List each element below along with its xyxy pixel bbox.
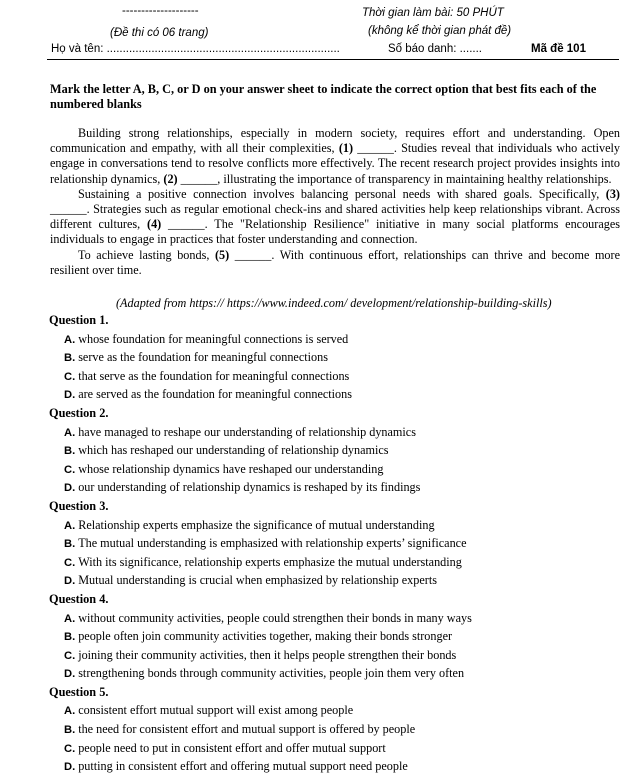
option-text: serve as the foundation for meaningful connections — [78, 350, 328, 365]
option-letter: C. — [64, 463, 76, 476]
option-b[interactable] — [49, 720, 619, 739]
option-d[interactable] — [49, 385, 619, 404]
option-text: The mutual understanding is emphasized with relationship experts’ significance — [78, 536, 467, 551]
option-a[interactable] — [49, 516, 619, 535]
option-letter: A. — [64, 519, 76, 532]
option-letter: A. — [64, 426, 76, 439]
blank-3: (3) — [605, 186, 620, 201]
option-letter: D. — [64, 482, 76, 495]
option-text: Relationship experts emphasize the significance of mutual understanding — [78, 517, 435, 532]
option-d[interactable] — [49, 757, 619, 776]
option-text: that serve as the foundation for meaningful connections — [78, 368, 350, 383]
option-a[interactable] — [49, 423, 619, 442]
option-letter: D. — [64, 761, 76, 774]
passage-text: ______. The "Relationship Resilience" initiative in many social platforms encourages individuals to engage in practices that foster understanding and connection. — [50, 217, 620, 247]
passage-text: Building strong relationships, especially in modern society, requires effort and understanding. Open communication and empathy, with all their complexities, — [50, 126, 620, 156]
question-5 — [49, 683, 619, 776]
passage-text: ______. With continuous effort, relationships can thrive and become more resilient over time. — [50, 247, 620, 277]
option-letter: A. — [64, 333, 76, 346]
passage-paragraph-2 — [50, 187, 620, 248]
option-letter: B. — [64, 724, 76, 737]
candidate-number-line: Số báo danh: ....... — [388, 43, 482, 55]
option-text: without community activities, people could strengthen their bonds in many ways — [78, 610, 472, 625]
question-title: Question 5. — [49, 684, 109, 699]
option-letter: B. — [64, 352, 76, 365]
passage-paragraph-3 — [50, 248, 620, 278]
option-c[interactable] — [49, 739, 619, 758]
blank-4: (4) — [147, 217, 162, 232]
question-4 — [49, 590, 619, 683]
option-a[interactable] — [49, 330, 619, 349]
exam-time: Thời gian làm bài: 50 PHÚT — [362, 7, 504, 19]
option-text: have managed to reshape our understanding of relationship dynamics — [78, 424, 416, 439]
option-text: whose foundation for meaningful connections is served — [78, 331, 349, 346]
option-text: people need to put in consistent effort and offer mutual support — [78, 740, 386, 755]
option-text: strengthening bonds through community activities, people join them very often — [78, 666, 465, 681]
option-letter: A. — [64, 612, 76, 625]
passage-text: ______, illustrating the importance of transparency in maintaining healthy relationships. — [177, 171, 612, 186]
question-2 — [49, 404, 619, 497]
option-d[interactable] — [49, 664, 619, 683]
candidate-name-line: Họ và tên: ......................................................................... — [51, 43, 340, 55]
reading-passage — [50, 126, 620, 278]
option-text: whose relationship dynamics have reshaped our understanding — [78, 461, 384, 476]
option-text: which has reshaped our understanding of relationship dynamics — [78, 443, 389, 458]
option-a[interactable] — [49, 609, 619, 628]
option-c[interactable] — [49, 367, 619, 386]
passage-text: Sustaining a positive connection involves balancing personal needs with shared goals. Specifically, — [78, 186, 606, 201]
passage-text: ______. Strategies such as regular emotional check-ins and shared activities help keep relationships vibrant. Across different cultures, — [50, 202, 620, 232]
question-1 — [49, 311, 619, 404]
option-text: With its significance, relationship experts emphasize the mutual understanding — [78, 554, 462, 569]
question-title: Question 3. — [49, 498, 109, 513]
option-b[interactable] — [49, 534, 619, 553]
option-letter: C. — [64, 370, 76, 383]
blank-1: (1) — [338, 141, 354, 156]
option-letter: B. — [64, 631, 76, 644]
option-text: the need for consistent effort and mutual support is offered by people — [78, 722, 416, 737]
passage-paragraph-1 — [50, 126, 620, 187]
option-letter: D. — [64, 389, 76, 402]
question-list — [49, 311, 619, 776]
option-text: our understanding of relationship dynamics is reshaped by its findings — [78, 480, 421, 495]
option-d[interactable] — [49, 478, 619, 497]
question-3 — [49, 497, 619, 590]
header-divider — [47, 59, 619, 60]
option-b[interactable] — [49, 627, 619, 646]
option-letter: D. — [64, 668, 76, 681]
option-text: Mutual understanding is crucial when emphasized by relationship experts — [78, 573, 437, 588]
passage-text: To achieve lasting bonds, — [78, 247, 215, 262]
exam-code: Mã đề 101 — [531, 43, 586, 55]
option-c[interactable] — [49, 553, 619, 572]
option-a[interactable] — [49, 701, 619, 720]
option-letter: C. — [64, 742, 76, 755]
option-text: joining their community activities, then it helps people strengthen their bonds — [78, 647, 457, 662]
header-dashes: -------------------- — [122, 5, 199, 17]
option-letter: A. — [64, 705, 76, 718]
option-b[interactable] — [49, 348, 619, 367]
option-d[interactable] — [49, 571, 619, 590]
option-letter: B. — [64, 445, 76, 458]
option-text: consistent effort mutual support will exist among people — [78, 703, 354, 718]
blank-2: (2) — [163, 171, 178, 186]
option-b[interactable] — [49, 441, 619, 460]
option-text: are served as the foundation for meaningful connections — [78, 387, 352, 402]
option-c[interactable] — [49, 646, 619, 665]
option-letter: B. — [64, 538, 76, 551]
option-text: people often join community activities together, making their bonds stronger — [78, 629, 453, 644]
blank-5: (5) — [214, 247, 230, 262]
page-count-note: (Đề thi có 06 trang) — [110, 27, 209, 39]
option-letter: C. — [64, 649, 76, 662]
question-title: Question 1. — [49, 313, 109, 327]
option-letter: C. — [64, 556, 76, 569]
question-title: Question 4. — [49, 591, 109, 606]
option-c[interactable] — [49, 460, 619, 479]
option-text: putting in consistent effort and offering mutual support need people — [78, 759, 408, 774]
passage-source: (Adapted from https:// https://www.indeed.com/ development/relationship-building-skills) — [116, 296, 552, 310]
option-letter: D. — [64, 575, 76, 588]
question-title: Question 2. — [49, 405, 109, 420]
passage-text: ______. Studies reveal that individuals who actively engage in conversations tend to resolve conflicts more effectively. The recent research project provides insights into relationship dynamics, — [50, 141, 620, 186]
exam-time-note: (không kể thời gian phát đề) — [368, 25, 512, 37]
instruction-text: Mark the letter A, B, C, or D on your answer sheet to indicate the correct option that best fits each of the numbered blanks — [50, 82, 597, 111]
